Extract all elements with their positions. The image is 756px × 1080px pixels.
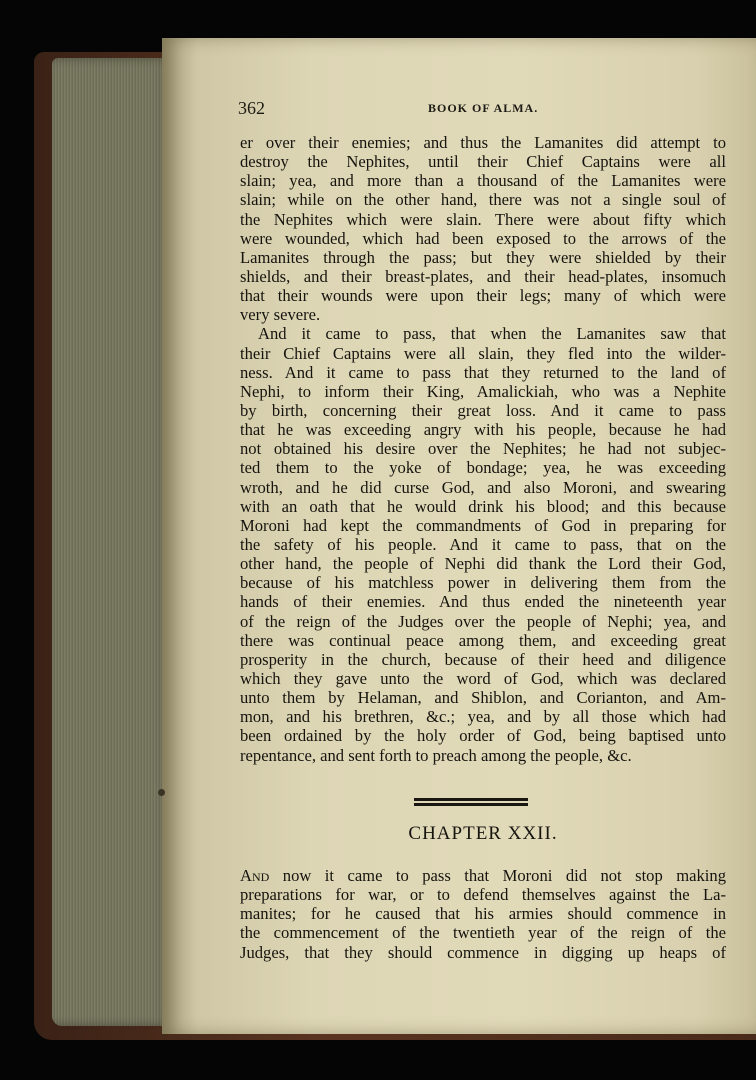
- text-line: preparations for war, or to defend themselves against the La-: [240, 885, 726, 905]
- text-line: And it came to pass, that when the Lamanites saw that: [258, 324, 726, 344]
- text-line: wroth, and he did curse God, and also Moroni, and swearing: [240, 477, 726, 497]
- text-line: of the reign of the Judges over the people of Nephi; yea, and: [240, 611, 726, 631]
- text-line: other hand, the people of Nephi did thank the Lord their God,: [240, 554, 726, 574]
- text-line: Moroni had kept the commandments of God in preparing for: [240, 515, 726, 535]
- text-line: that their wounds were upon their legs; many of which were: [240, 286, 726, 306]
- text-line: slain; while on the other hand, there was not a single soul of: [240, 190, 726, 210]
- text-line: ness. And it came to pass that they returned to the land of: [240, 362, 726, 382]
- page-edges: [52, 58, 172, 1026]
- text-line: destroy the Nephites, until their Chief Captains were all: [240, 152, 726, 172]
- text-line: the safety of his people. And it came to pass, that on the: [240, 534, 726, 554]
- text-line: manites; for he caused that his armies should commence in: [240, 904, 726, 924]
- text-line: there was continual peace among them, and exceeding great: [240, 630, 726, 650]
- text-line: by birth, concerning their great loss. And it came to pass: [240, 400, 726, 420]
- chapter-first-word: And: [240, 866, 270, 885]
- text-line: slain; yea, and more than a thousand of the Lamanites were: [240, 171, 726, 191]
- chapter-lines: [240, 885, 726, 962]
- text-line: ted them to the yoke of bondage; yea, he was exceeding: [240, 458, 726, 478]
- text-line: hands of their enemies. And thus ended the nineteenth year: [240, 592, 726, 612]
- chapter-heading: CHAPTER XXII.: [408, 823, 558, 844]
- text-line: been ordained by the holy order of God, being baptised unto: [240, 726, 726, 746]
- divider-rule-top: [414, 798, 528, 801]
- running-head: BOOK OF ALMA.: [428, 101, 539, 115]
- text-line: unto them by Helaman, and Shiblon, and Corianton, and Am-: [240, 688, 726, 708]
- body-text: [240, 133, 726, 765]
- text-line: that he was exceeding angry with his people, because he had: [240, 420, 726, 440]
- divider-rule-bottom: [414, 803, 528, 806]
- text-line: repentance, and sent forth to preach among the people, &c.: [240, 745, 632, 765]
- text-line: mon, and his brethren, &c.; yea, and by all those which had: [240, 707, 726, 727]
- page-header: [238, 98, 724, 122]
- chapter-first-line: [240, 866, 726, 885]
- text-line: not obtained his desire over the Nephites; he had not subjec-: [240, 439, 726, 459]
- text-line: Judges, that they should commence in digging up heaps of: [240, 942, 726, 962]
- text-line: their Chief Captains were all slain, they fled into the wilder-: [240, 343, 726, 363]
- text-line: Nephi, to inform their King, Amalickiah, who was a Nephite: [240, 381, 726, 401]
- chapter-first-line-rest: now it came to pass that Moroni did not stop making: [269, 866, 726, 885]
- text-line: er over their enemies; and thus the Lamanites did attempt to: [240, 133, 726, 152]
- page-number: 362: [238, 98, 265, 118]
- text-line: shields, and their breast-plates, and their head-plates, insomuch: [240, 266, 726, 286]
- section-divider: [414, 798, 528, 807]
- chapter-text: [240, 866, 726, 962]
- text-line: very severe.: [240, 305, 321, 325]
- text-line: Lamanites through the pass; but they were shielded by their: [240, 247, 726, 267]
- text-line: prosperity in the church, because of their heed and diligence: [240, 649, 726, 669]
- text-line: the Nephites which were slain. There were about fifty which: [240, 209, 726, 229]
- text-line: were wounded, which had been exposed to the arrows of the: [240, 228, 726, 248]
- text-line: because of his matchless power in delivering them from the: [240, 573, 726, 593]
- text-line: the commencement of the twentieth year of the reign of the: [240, 923, 726, 943]
- text-line: with an oath that he would drink his blood; and this because: [240, 496, 726, 516]
- paper-speck: [158, 789, 165, 796]
- text-line: which they gave unto the word of God, which was declared: [240, 668, 726, 688]
